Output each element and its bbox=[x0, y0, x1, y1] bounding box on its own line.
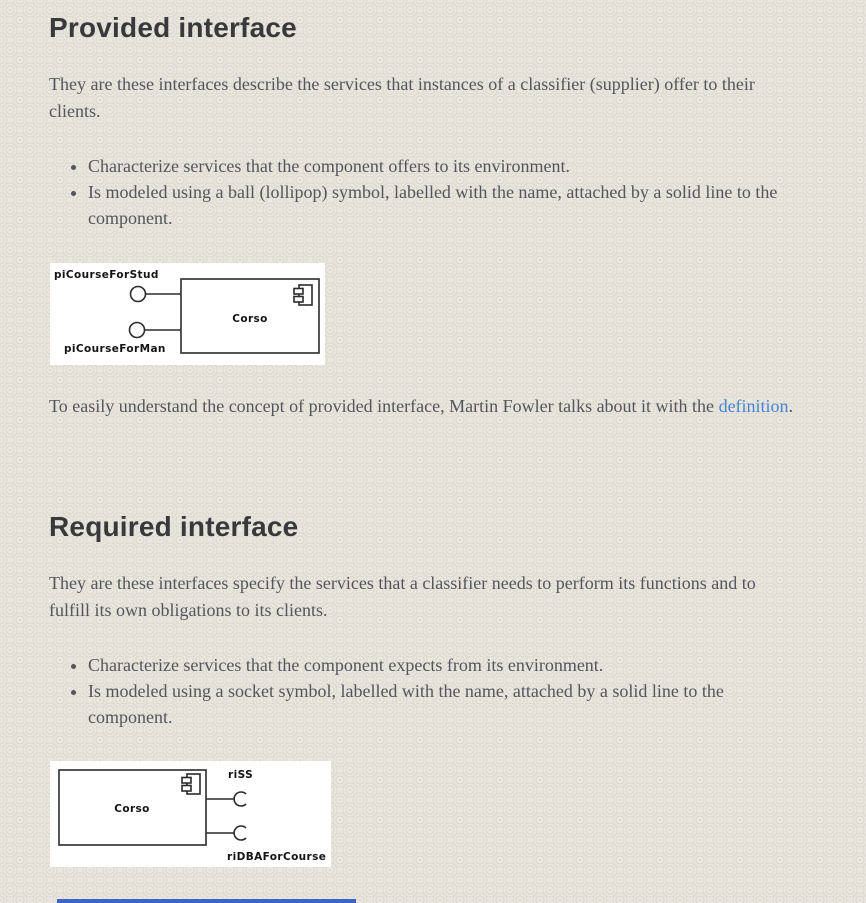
interface-label-top: riSS bbox=[228, 769, 254, 781]
provided-bullet-list bbox=[49, 153, 799, 231]
provided-diagram-svg bbox=[50, 263, 325, 365]
required-bullet-list bbox=[49, 652, 799, 730]
list-item: • Characterize services that the component offers to its environment. bbox=[88, 153, 799, 179]
outro-text-end: . bbox=[788, 396, 794, 416]
required-intro-paragraph: They are these interfaces specify the services that a classifier needs to perform its functions and to fulfill its own obligations to its clients. bbox=[49, 573, 756, 620]
interface-label-bottom: piCourseForMan bbox=[64, 343, 166, 355]
interface-label-top: piCourseForStud bbox=[54, 269, 159, 281]
socket-interface-icon bbox=[234, 826, 246, 840]
provided-intro-paragraph: They are these interfaces describe the services that instances of a classifier (supplier) offer to their clients. bbox=[49, 74, 755, 121]
socket-interface-icon bbox=[234, 792, 246, 806]
outro-text: To easily understand the concept of provided interface, Martin Fowler talks about it with the bbox=[49, 396, 719, 416]
component-label: Corso bbox=[114, 803, 150, 815]
definition-link[interactable]: definition bbox=[718, 396, 789, 416]
required-interface-heading: Required interface bbox=[49, 511, 299, 542]
list-item: • Characterize services that the component expects from its environment. bbox=[88, 652, 799, 678]
list-item: • Is modeled using a socket symbol, labelled with the name, attached by a solid line to the component. bbox=[88, 678, 799, 730]
required-interface-diagram bbox=[50, 761, 331, 867]
provided-interface-heading: Provided interface bbox=[49, 12, 297, 43]
component-label: Corso bbox=[232, 313, 268, 325]
provided-outro-paragraph bbox=[49, 393, 799, 420]
footer-edge-bar bbox=[57, 899, 356, 903]
provided-interface-diagram bbox=[50, 263, 325, 365]
ball-interface-icon bbox=[130, 323, 145, 338]
required-diagram-svg bbox=[50, 761, 331, 867]
ball-interface-icon bbox=[131, 287, 146, 302]
interface-label-bottom: riDBAForCourse bbox=[227, 851, 327, 863]
list-item: • Is modeled using a ball (lollipop) symbol, labelled with the name, attached by a solid line to the component. bbox=[88, 179, 799, 231]
